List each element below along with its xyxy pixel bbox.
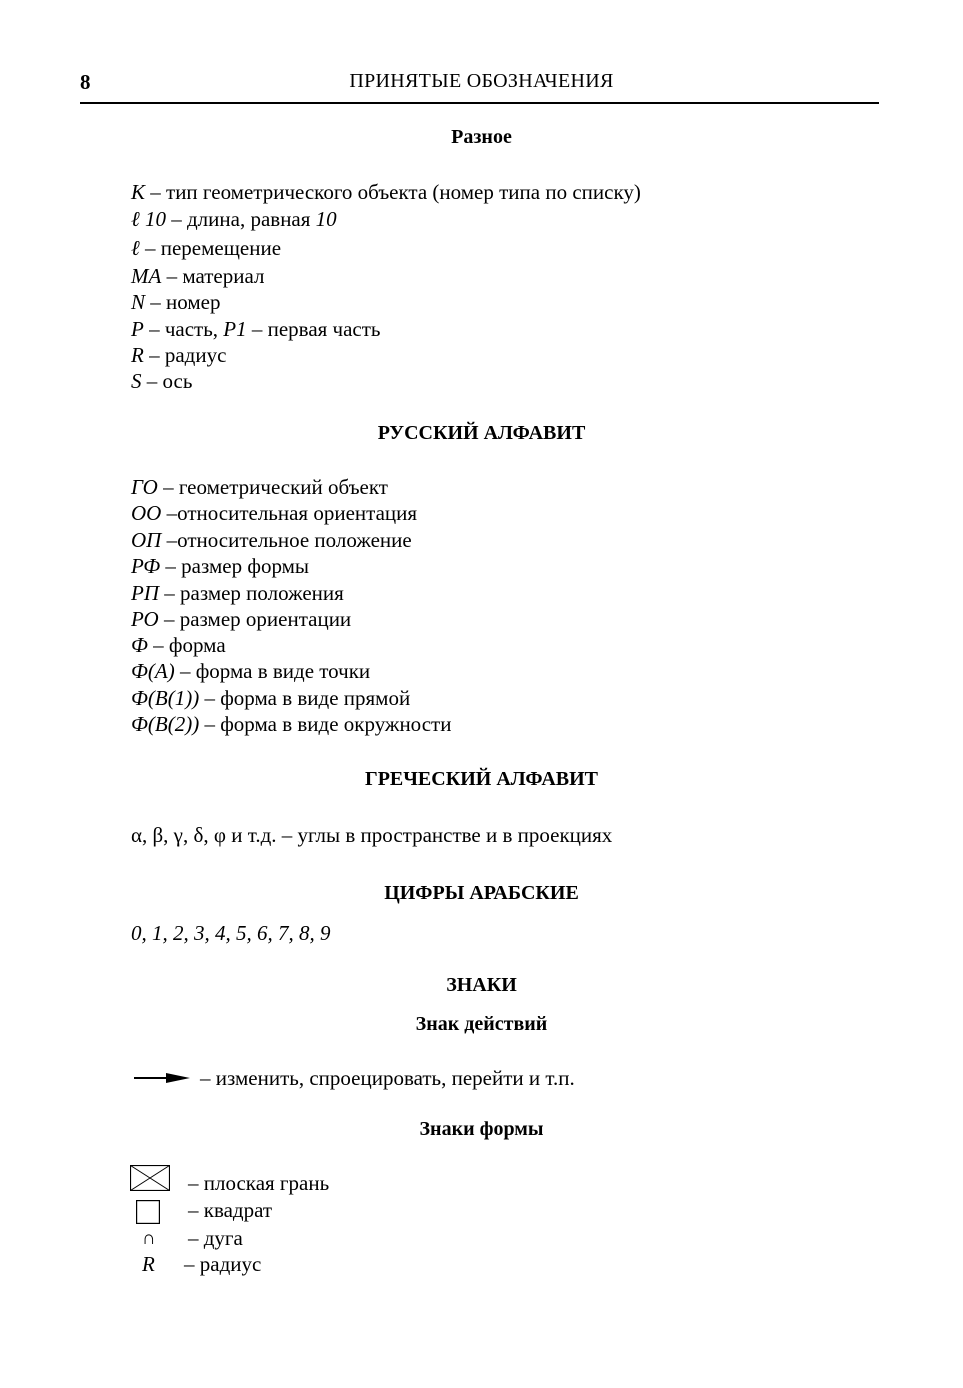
russian-item: Ф(B(2)) – форма в виде окружности <box>131 712 452 736</box>
greek-symbols: α, β, γ, δ, φ <box>131 823 226 847</box>
symbol: РО <box>131 607 159 631</box>
arc-icon: ∩ <box>142 1228 156 1249</box>
symbol: ℓ <box>131 236 140 260</box>
symbol: Ф(A) <box>131 659 175 683</box>
symbol: Ф <box>131 633 148 657</box>
russian-item: Ф – форма <box>131 633 226 657</box>
arrow-icon <box>134 1071 192 1085</box>
symbol: РФ <box>131 554 161 578</box>
description: относительное положение <box>177 528 412 552</box>
symbol: ОП <box>131 528 162 552</box>
russian-item: Ф(B(1)) – форма в виде прямой <box>131 686 411 710</box>
symbol: ℓ 10 <box>131 207 166 231</box>
misc-item: S – ось <box>131 369 193 393</box>
symbol: Ф(B(2)) <box>131 712 200 736</box>
symbol: N <box>131 290 146 314</box>
symbol: K <box>131 180 146 204</box>
description: длина, равная <box>181 207 316 231</box>
section-title-greek: ГРЕЧЕСКИЙ АЛФАВИТ <box>364 768 599 790</box>
header-rule <box>80 102 879 104</box>
symbol: P <box>131 317 144 341</box>
description: размер положения <box>180 581 344 605</box>
description: форма <box>168 633 226 657</box>
description-2: первая часть <box>262 317 381 341</box>
russian-item: ГО – геометрический объект <box>131 475 388 499</box>
symbol: R <box>131 343 144 367</box>
description: форма в виде окружности <box>214 712 452 736</box>
digits: 0, 1, 2, 3, 4, 5, 6, 7, 8, 9 <box>131 921 331 945</box>
symbol: ОО <box>131 501 162 525</box>
square-icon <box>136 1200 160 1224</box>
action-description: – изменить, спроецировать, перейти и т.п. <box>200 1066 575 1090</box>
section-title-russian: РУССКИЙ АЛФАВИТ <box>377 422 586 444</box>
misc-item: K – тип геометрического объекта (номер типа по списку) <box>131 180 641 204</box>
russian-item: РО – размер ориентации <box>131 607 352 631</box>
misc-item: N – номер <box>131 290 221 314</box>
description: размер ориентации <box>179 607 352 631</box>
description: материал <box>177 264 265 288</box>
description: форма в виде точки <box>190 659 371 683</box>
section-title-signs: ЗНАКИ <box>446 974 517 996</box>
misc-item: MA – материал <box>131 264 265 288</box>
radius-symbol <box>142 1251 155 1277</box>
misc-item: ℓ 10 – длина, равная 10 <box>131 207 337 231</box>
description: форма в виде прямой <box>214 686 411 710</box>
russian-item: ОО –относительная ориентация <box>131 501 418 525</box>
symbol: ГО <box>131 475 158 499</box>
section-title-arabic: ЦИФРЫ АРАБСКИЕ <box>384 882 579 904</box>
description: часть, <box>164 317 224 341</box>
symbol: S <box>131 369 142 393</box>
description: тип геометрического объекта (номер типа по списку) <box>160 180 641 204</box>
misc-item: P – часть, P1 – первая часть <box>131 317 381 341</box>
russian-item: РП – размер положения <box>131 581 344 605</box>
greek-line <box>131 822 612 848</box>
misc-item: ℓ – перемещение <box>131 236 282 260</box>
symbol-2: P1 <box>223 317 247 341</box>
description: радиус <box>159 343 227 367</box>
form-item-desc: – плоская грань <box>188 1171 330 1195</box>
russian-item: РФ – размер формы <box>131 554 310 578</box>
description: ось <box>157 369 193 393</box>
russian-item: ОП –относительное положение <box>131 528 412 552</box>
description: размер формы <box>181 554 310 578</box>
symbol: Ф(B(1)) <box>131 686 200 710</box>
section-title-misc: Разное <box>451 126 512 148</box>
form-item-desc: – квадрат <box>188 1198 273 1222</box>
running-title: ПРИНЯТЫЕ ОБОЗНАЧЕНИЯ <box>349 70 614 92</box>
misc-item: R – радиус <box>131 343 227 367</box>
description: геометрический объект <box>178 475 388 499</box>
symbol: РП <box>131 581 159 605</box>
greek-description: и т.д. – углы в пространстве и в проекциях <box>231 823 613 847</box>
description: номер <box>160 290 221 314</box>
flat-face-icon <box>130 1165 170 1191</box>
value: 10 <box>315 207 337 231</box>
description: перемещение <box>160 236 282 260</box>
radius-letter: R <box>142 1252 155 1276</box>
subsection-title-actions: Знак действий <box>415 1013 548 1035</box>
page-number: 8 <box>80 70 91 94</box>
symbol: MA <box>131 264 162 288</box>
subsection-title-form: Знаки формы <box>419 1118 544 1140</box>
description: относительная ориентация <box>177 501 418 525</box>
russian-item: Ф(A) – форма в виде точки <box>131 659 371 683</box>
arabic-digits <box>131 920 331 946</box>
form-item-desc: – дуга <box>188 1226 243 1250</box>
form-item-desc: – радиус <box>184 1252 262 1276</box>
